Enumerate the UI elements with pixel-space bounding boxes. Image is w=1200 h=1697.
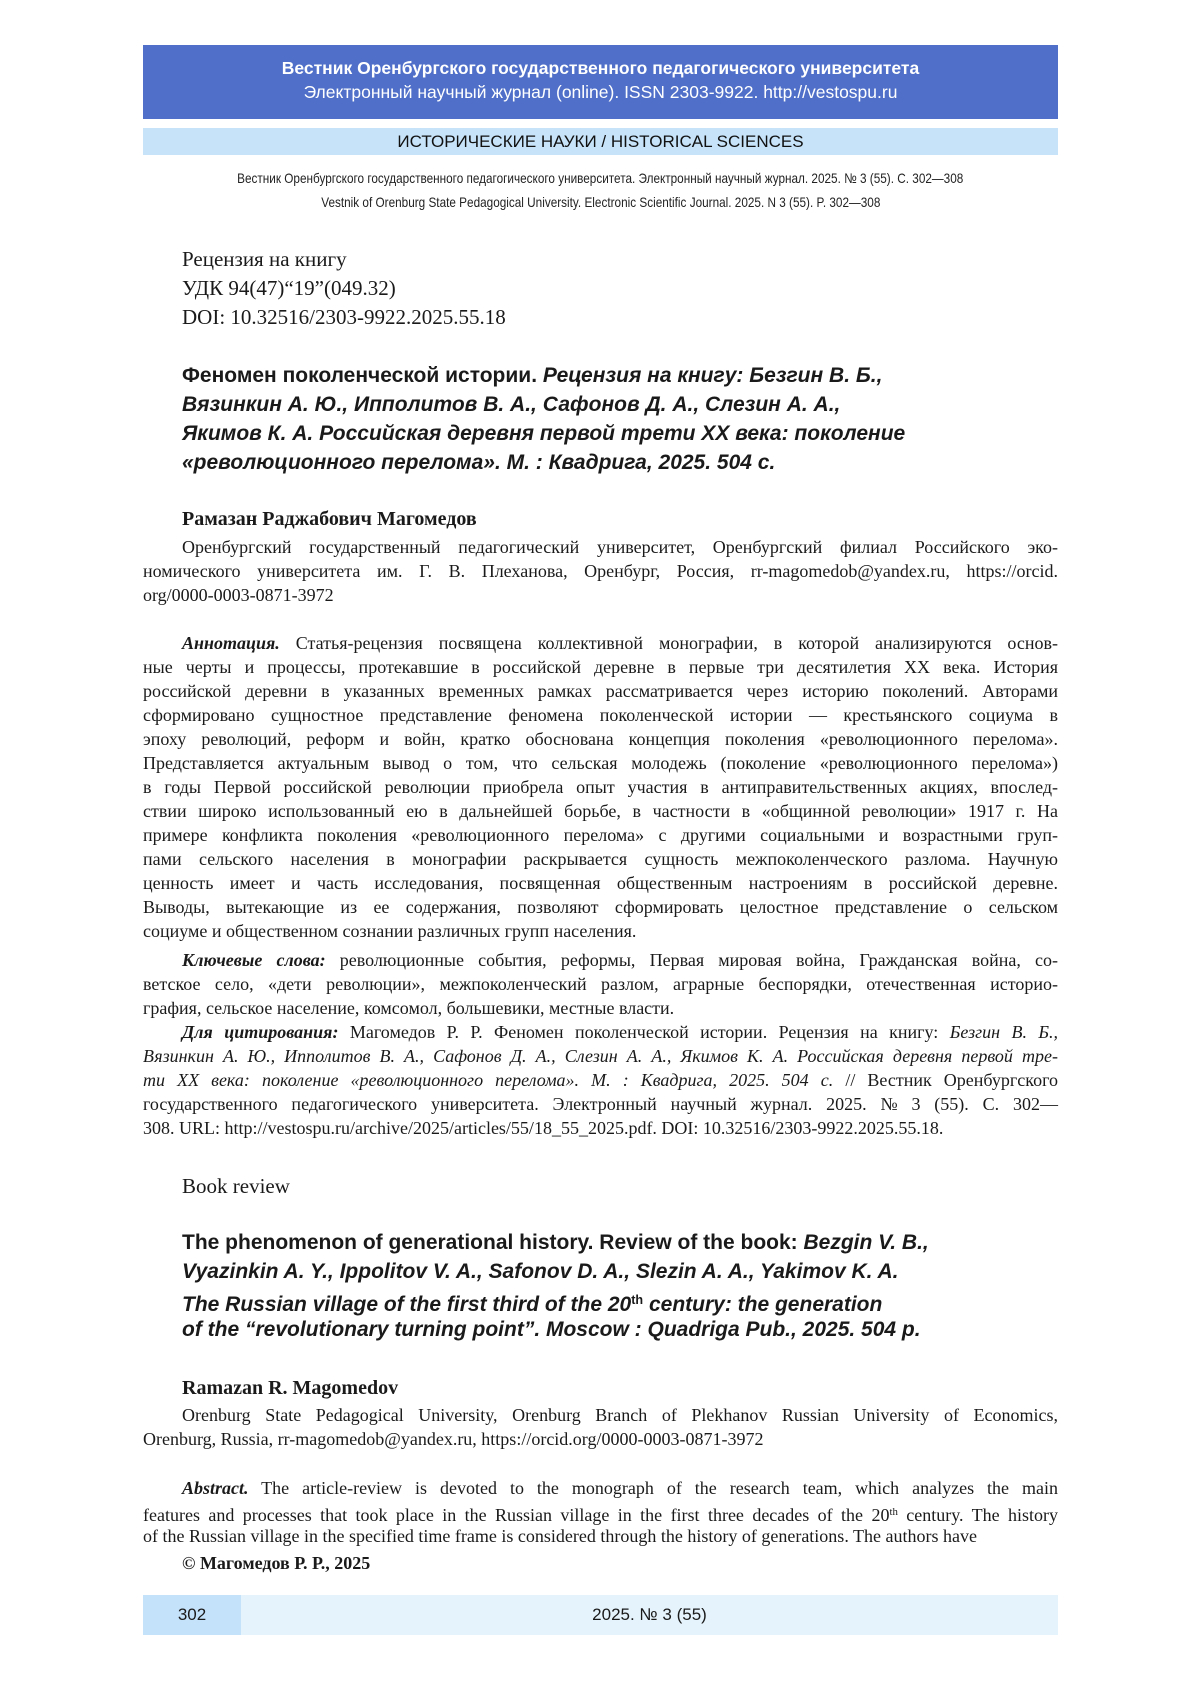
text-line: [143, 1044, 1058, 1068]
author-name-en: Ramazan R. Magomedov: [182, 1377, 399, 1399]
text-line: [143, 823, 1058, 847]
article-type-en: Book review: [182, 1174, 290, 1198]
text-run: российской деревни в указанных временных рамках рассматривается через историю поколений. Авторами: [143, 681, 1058, 701]
text-run: The article-review is devoted to the monograph of the research team, which analyzes the main: [248, 1478, 1058, 1498]
article-meta-ru: [182, 245, 506, 332]
line-content: [182, 1315, 921, 1344]
text-run: Abstract.: [182, 1478, 249, 1498]
text-run: сформировано сущностное представление феномена поколенческой истории — крестьянского социума в: [143, 705, 1058, 725]
text-line: [182, 390, 905, 419]
keywords: [143, 948, 1058, 1020]
citation-line-en: [143, 194, 1058, 210]
text-run: org/0000-0003-0871-3972: [143, 585, 334, 605]
page-number: 302: [143, 1595, 241, 1635]
line-content: [143, 1044, 1058, 1068]
line-content: [143, 1427, 763, 1451]
text-run: Оренбургский государственный педагогический университет, Оренбургский филиал Российского эко-: [182, 537, 1058, 557]
text-run: ветское село, «дети революции», межпоколенческий разлом, аграрные беспорядки, отечественная историо-: [143, 974, 1058, 994]
text-run: Безгин В. Б.,: [949, 1022, 1059, 1042]
text-run: ствии широко использованный ею в дальнейшей борьбе, в частности в «общинной революции» 1917 г. На: [143, 801, 1058, 821]
text-run: Представляется актуальным вывод о том, что сельская молодежь (поколение «революционного перелома»): [143, 753, 1058, 773]
text-line: [143, 1427, 1058, 1451]
line-content: [182, 361, 882, 390]
text-run: Vyazinkin A. Y., Ippolitov V. A., Safonov D. A., Slezin A. A., Yakimov K. A.: [182, 1260, 899, 1283]
text-line: [143, 847, 1058, 871]
text-line: [143, 1524, 1058, 1548]
text-run: Ключевые слова:: [182, 950, 326, 970]
text-run: в годы Первой российской революции приобрела опыт участия в антиправительственных акциях, впослед-: [143, 777, 1058, 797]
text-run: Статья-рецензия посвящена коллективной монографии, в которой анализируются основ-: [279, 633, 1058, 653]
text-line: [143, 919, 1058, 943]
text-line: [143, 775, 1058, 799]
annotation: [143, 631, 1058, 943]
text-run: of the “revolutionary turning point”. Moscow : Quadriga Pub., 2025. 504 p.: [182, 1318, 921, 1341]
section-heading: ИСТОРИЧЕСКИЕ НАУКИ / HISTORICAL SCIENCES: [143, 128, 1058, 155]
text-line: [143, 948, 1058, 972]
text-run: century. The history: [897, 1504, 1059, 1525]
line-content: [182, 535, 1058, 559]
line-content: [143, 1116, 943, 1140]
text-run: Якимов К. А. Российская деревня первой трети XX века: поколение: [182, 422, 906, 445]
line-content: [143, 1524, 977, 1548]
text-run: эпоху революций, реформ и войн, кратко обоснована концепция поколения «революционного перелома».: [143, 729, 1058, 749]
text-run: примере конфликта поколения «революционного перелома» с другими социальными и возрастными груп-: [143, 825, 1058, 845]
line-content: [143, 1092, 1058, 1116]
text-line: [182, 1257, 929, 1286]
text-line: [182, 1286, 929, 1315]
text-line: [143, 972, 1058, 996]
text-run: Аннотация.: [182, 633, 280, 653]
line-content: [143, 847, 1058, 871]
text-run: th: [889, 1506, 898, 1518]
how-to-cite: [143, 1020, 1058, 1140]
text-run: Orenburg, Russia, rr-magomedob@yandex.ru, https://orcid.org/0000-0003-0871-3972: [143, 1429, 764, 1449]
article-title-ru: [182, 361, 905, 477]
text-run: The phenomenon of generational history. Review of the book:: [182, 1231, 804, 1254]
citation-en-text: Vestnik of Orenburg State Pedagogical University. Electronic Scientific Journal. 2025. N 3 (55). P. 302—308: [320, 194, 881, 210]
text-run: Вязинкин А. Ю., Ипполитов В. А., Сафонов Д. А., Слезин А. А., Якимов К. А. Российская деревня первой тре-: [143, 1046, 1058, 1066]
line-content: [143, 871, 1058, 895]
text-line: [143, 1092, 1058, 1116]
line-content: [182, 390, 840, 419]
text-line: [143, 703, 1058, 727]
line-content: [182, 419, 905, 448]
line-content: [143, 895, 1058, 919]
line-content: [182, 1403, 1058, 1427]
text-line: [182, 1228, 929, 1257]
text-line: [182, 1315, 929, 1344]
text-line: [143, 655, 1058, 679]
text-line: [143, 1500, 1058, 1524]
line-content: [182, 631, 1058, 655]
text-line: [143, 535, 1058, 559]
line-content: [143, 799, 1058, 823]
text-run: Феномен поколенческой истории.: [182, 364, 538, 387]
line-content: [143, 823, 1058, 847]
issue-label: 2025. № 3 (55): [241, 1595, 1058, 1635]
line-content: [143, 919, 636, 943]
text-run: of the Russian village in the specified time frame is considered through the history of generations. The authors have: [143, 1526, 977, 1546]
text-run: 308. URL: http://vestospu.ru/archive/2025/articles/55/18_55_2025.pdf. DOI: 10.32516/2303-9922.2025.55.18.: [143, 1118, 944, 1138]
text-run: пами сельского населения в монографии раскрывается сущность межпоколенческого разлома. Научную: [143, 849, 1058, 869]
text-run: социуме и общественном сознании различных групп населения.: [143, 921, 637, 941]
text-run: features and processes that took place in the Russian village in the first three decades of the 20: [143, 1504, 890, 1525]
article-title-en: [182, 1228, 929, 1344]
text-run: Вязинкин А. Ю., Ипполитов В. А., Сафонов Д. А., Слезин А. А.,: [182, 393, 841, 416]
line-content: [143, 996, 674, 1020]
text-run: графия, сельское население, комсомол, большевики, местные власти.: [143, 998, 675, 1018]
text-line: [143, 559, 1058, 583]
text-line: [182, 361, 905, 390]
author-name-ru: Рамазан Раджабович Магомедов: [182, 508, 477, 530]
text-line: [143, 583, 1058, 607]
text-run: century: the generation: [643, 1292, 883, 1316]
text-run: государственного педагогического университета. Электронный научный журнал. 2025. № 3 (55). С. 302—: [143, 1094, 1058, 1114]
line-content: [143, 559, 1058, 583]
line-content: [143, 655, 1058, 679]
text-run: The Russian village of the first third of the 20: [182, 1292, 632, 1316]
line-content: [143, 972, 1058, 996]
text-line: [143, 1020, 1058, 1044]
line-content: [182, 1257, 899, 1286]
journal-subtitle: Электронный научный журнал (online). ISSN 2303-9922. http://vestospu.ru: [303, 82, 898, 102]
text-line: [143, 996, 1058, 1020]
text-line: [143, 631, 1058, 655]
text-line: [182, 419, 905, 448]
line-content: [143, 1068, 1058, 1092]
text-line: [143, 1116, 1058, 1140]
udk: УДК 94(47)“19”(049.32): [182, 276, 396, 300]
text-run: ти XX века: поколение «революционного перелома». М. : Квадрига, 2025. 504 с.: [143, 1070, 834, 1090]
citation-line-ru: [143, 170, 1058, 186]
line-content: [143, 751, 1058, 775]
text-line: [143, 871, 1058, 895]
text-run: Orenburg State Pedagogical University, Orenburg Branch of Plekhanov Russian University of Economics,: [182, 1405, 1058, 1425]
line-content: [182, 1286, 882, 1319]
text-line: [143, 679, 1058, 703]
doi: DOI: 10.32516/2303-9922.2025.55.18: [182, 305, 506, 329]
text-line: [143, 751, 1058, 775]
line-content: [182, 1020, 1058, 1044]
text-run: Магомедов Р. Р. Феномен поколенческой истории. Рецензия на книгу:: [338, 1022, 950, 1042]
text-line: [143, 1403, 1058, 1427]
text-run: Для цитирования:: [182, 1022, 339, 1042]
line-content: [182, 1476, 1058, 1500]
line-content: [182, 948, 1058, 972]
text-line: [143, 1068, 1058, 1092]
affiliation-en: [143, 1403, 1058, 1451]
copyright: © Магомедов Р. Р., 2025: [182, 1553, 371, 1573]
line-content: [143, 583, 334, 607]
text-run: номического университета им. Г. В. Плеханова, Оренбург, Россия, rr-magomedob@yandex.ru, https://orcid.: [143, 561, 1058, 581]
text-run: th: [631, 1293, 644, 1307]
affiliation-ru: [143, 535, 1058, 607]
text-run: Выводы, вытекающие из ее содержания, позволяют сформировать целостное представление о сельском: [143, 897, 1058, 917]
line-content: [143, 1500, 1058, 1527]
line-content: [143, 679, 1058, 703]
text-line: [143, 1476, 1058, 1500]
line-content: [143, 775, 1058, 799]
text-run: Bezgin V. B.,: [803, 1231, 929, 1254]
text-run: революционные события, реформы, Первая мировая война, Гражданская война, со-: [325, 950, 1058, 970]
line-content: [143, 703, 1058, 727]
line-content: [182, 1228, 929, 1257]
text-line: [143, 727, 1058, 751]
journal-banner: [143, 45, 1058, 119]
text-run: // Вестник Оренбургского: [833, 1070, 1059, 1090]
article-type: Рецензия на книгу: [182, 247, 347, 271]
line-content: [143, 727, 1058, 751]
abstract: [143, 1476, 1058, 1548]
text-line: [182, 448, 905, 477]
text-line: [143, 895, 1058, 919]
text-run: «революционного перелома». М. : Квадрига, 2025. 504 с.: [182, 451, 776, 474]
journal-title: Вестник Оренбургского государственного педагогического университета: [281, 58, 920, 78]
text-run: ные черты и процессы, протекавшие в российской деревне в первые три десятилетия XX века. История: [143, 657, 1058, 677]
line-content: [182, 448, 775, 477]
citation-ru-text: Вестник Оренбургского государственного педагогического университета. Электронный научный журнал. 2025. № 3 (55). С. 302—308: [237, 170, 964, 186]
text-run: Рецензия на книгу: Безгин В. Б.,: [537, 364, 883, 387]
text-line: [143, 799, 1058, 823]
text-run: ценность имеет и часть исследования, посвященная общественным настроениям в российской деревне.: [143, 873, 1058, 893]
